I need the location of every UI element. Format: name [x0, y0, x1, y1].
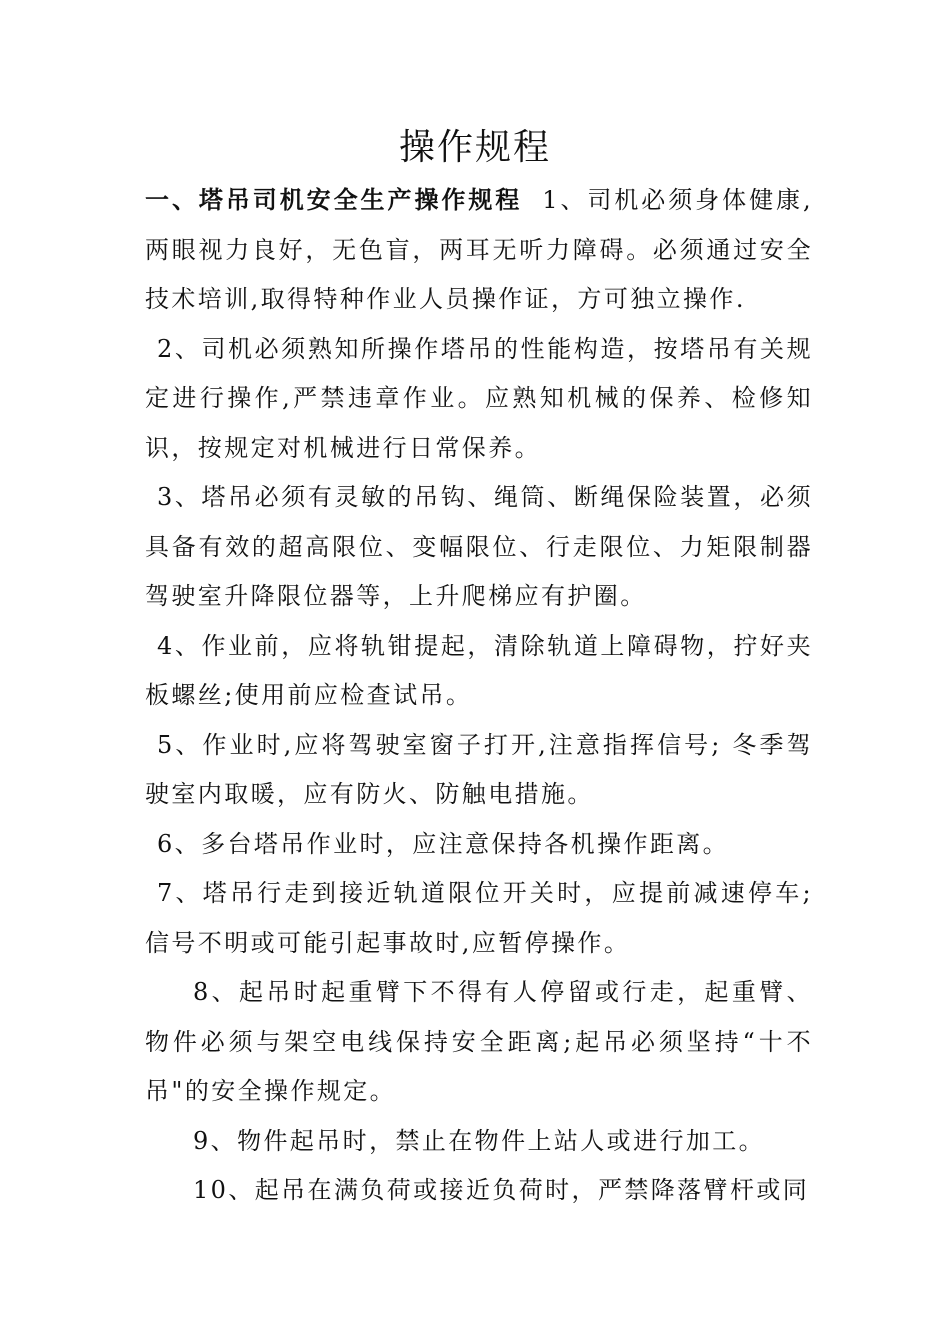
paragraph-5: 5、作业时,应将驾驶室窗子打开,注意指挥信号; 冬季驾驶室内取暖，应有防火、防触电措施。	[145, 730, 813, 808]
paragraph-10: 10、起吊在满负荷或接近负荷时，严禁降落臂杆或同	[193, 1176, 810, 1204]
paragraph-8: 8、起吊时起重臂下不得有人停留或行走，起重臂、物件必须与架空电线保持安全距离;起吊必须坚持“十不吊"的安全操作规定。	[145, 978, 813, 1105]
paragraph-6: 6、多台塔吊作业时，应注意保持各机操作距离。	[157, 829, 730, 858]
document-body	[145, 176, 813, 1216]
document-title: 操作规程	[398, 127, 551, 168]
paragraph-7: 7、塔吊行走到接近轨道限位开关时，应提前减速停车;信号不明或可能引起事故时,应暂停操作。	[145, 879, 813, 957]
paragraph-1-text: 1、司机必须身体健康,两眼视力良好，无色盲，两耳无听力障碍。必须通过安全技术培训,取得特种作业人员操作证，方可独立操作.	[145, 186, 813, 313]
section-heading: 一、塔吊司机安全生产操作规程	[145, 186, 523, 214]
paragraph-1	[145, 176, 813, 325]
paragraph-9: 9、物件起吊时，禁止在物件上站人或进行加工。	[193, 1126, 766, 1155]
paragraph-3: 3、塔吊必须有灵敏的吊钩、绳筒、断绳保险装置，必须具备有效的超高限位、变幅限位、行走限位、力矩限制器驾驶室升降限位器等，上升爬梯应有护圈。	[145, 483, 813, 610]
paragraph-2: 2、司机必须熟知所操作塔吊的性能构造，按塔吊有关规定进行操作,严禁违章作业。应熟知机械的保养、检修知识，按规定对机械进行日常保养。	[145, 334, 813, 462]
paragraph-4: 4、作业前，应将轨钳提起，清除轨道上障碍物，拧好夹板螺丝;使用前应检查试吊。	[145, 631, 813, 709]
